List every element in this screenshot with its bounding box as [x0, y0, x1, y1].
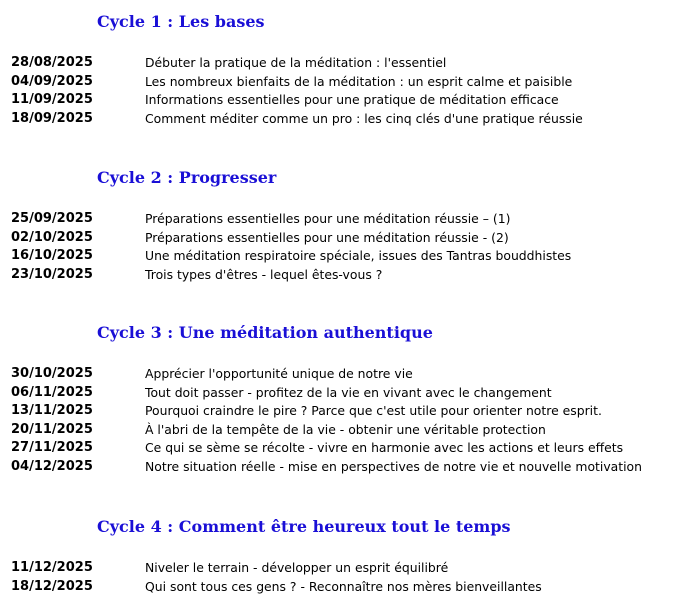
- session-title: Préparations essentielles pour une méditation réussie - (2): [145, 229, 509, 245]
- session-date: 16/10/2025: [11, 248, 93, 264]
- session-title: Trois types d'êtres - lequel êtes-vous ?: [145, 266, 383, 282]
- cycle-heading: Cycle 3 : Une méditation authentique: [97, 323, 433, 342]
- session-row: [0, 439, 699, 458]
- cycle-heading: Cycle 1 : Les bases: [97, 12, 265, 31]
- session-date: 30/10/2025: [11, 366, 93, 381]
- session-date: 18/09/2025: [11, 110, 93, 126]
- session-title: Apprécier l'opportunité unique de notre vie: [145, 366, 413, 381]
- session-title: Notre situation réelle - mise en perspectives de notre vie et nouvelle motivation: [145, 458, 642, 474]
- session-title: Qui sont tous ces gens ? - Reconnaître nos mères bienveillantes: [145, 578, 542, 594]
- session-row: [0, 54, 699, 73]
- session-row: [0, 247, 699, 266]
- session-title: Informations essentielles pour une pratique de méditation efficace: [145, 92, 559, 108]
- session-list: [0, 559, 699, 596]
- session-title: Les nombreux bienfaits de la méditation : un esprit calme et paisible: [145, 73, 573, 89]
- session-row: [0, 229, 699, 248]
- session-title: À l'abri de la tempête de la vie - obtenir une véritable protection: [145, 421, 546, 437]
- cycle-heading: Cycle 2 : Progresser: [97, 168, 277, 187]
- session-title: Niveler le terrain - développer un esprit équilibré: [145, 560, 449, 575]
- session-title: Pourquoi craindre le pire ? Parce que c'est utile pour orienter notre esprit.: [145, 403, 602, 419]
- session-row: [0, 91, 699, 110]
- session-row: [0, 402, 699, 421]
- session-date: 27/11/2025: [11, 440, 93, 456]
- session-list: [0, 54, 699, 128]
- session-title: Ce qui se sème se récolte - vivre en harmonie avec les actions et leurs effets: [145, 440, 624, 456]
- session-row: [0, 421, 699, 440]
- session-title: Préparations essentielles pour une méditation réussie – (1): [145, 211, 511, 226]
- session-date: 02/10/2025: [11, 229, 93, 245]
- session-title: Tout doit passer - profitez de la vie en vivant avec le changement: [145, 384, 552, 400]
- session-date: 28/08/2025: [11, 55, 93, 70]
- session-date: 11/09/2025: [11, 92, 93, 108]
- session-date: 04/09/2025: [11, 73, 93, 89]
- session-row: [0, 365, 699, 384]
- session-row: [0, 578, 699, 597]
- session-row: [0, 458, 699, 477]
- session-title: Débuter la pratique de la méditation : l'essentiel: [145, 55, 447, 70]
- session-date: 18/12/2025: [11, 578, 93, 594]
- session-list: [0, 365, 699, 477]
- session-date: 04/12/2025: [11, 458, 93, 474]
- session-row: [0, 110, 699, 129]
- cycle-heading: Cycle 4 : Comment être heureux tout le temps: [97, 517, 511, 536]
- session-title: Comment méditer comme un pro : les cinq clés d'une pratique réussie: [145, 110, 583, 126]
- session-row: [0, 384, 699, 403]
- session-row: [0, 266, 699, 285]
- session-list: [0, 210, 699, 284]
- session-date: 20/11/2025: [11, 421, 93, 437]
- session-row: [0, 210, 699, 229]
- session-date: 25/09/2025: [11, 211, 93, 226]
- session-date: 13/11/2025: [11, 403, 93, 419]
- session-title: Une méditation respiratoire spéciale, issues des Tantras bouddhistes: [145, 248, 572, 264]
- session-date: 06/11/2025: [11, 384, 93, 400]
- session-row: [0, 559, 699, 578]
- session-date: 11/12/2025: [11, 560, 93, 575]
- session-date: 23/10/2025: [11, 266, 93, 282]
- session-row: [0, 73, 699, 92]
